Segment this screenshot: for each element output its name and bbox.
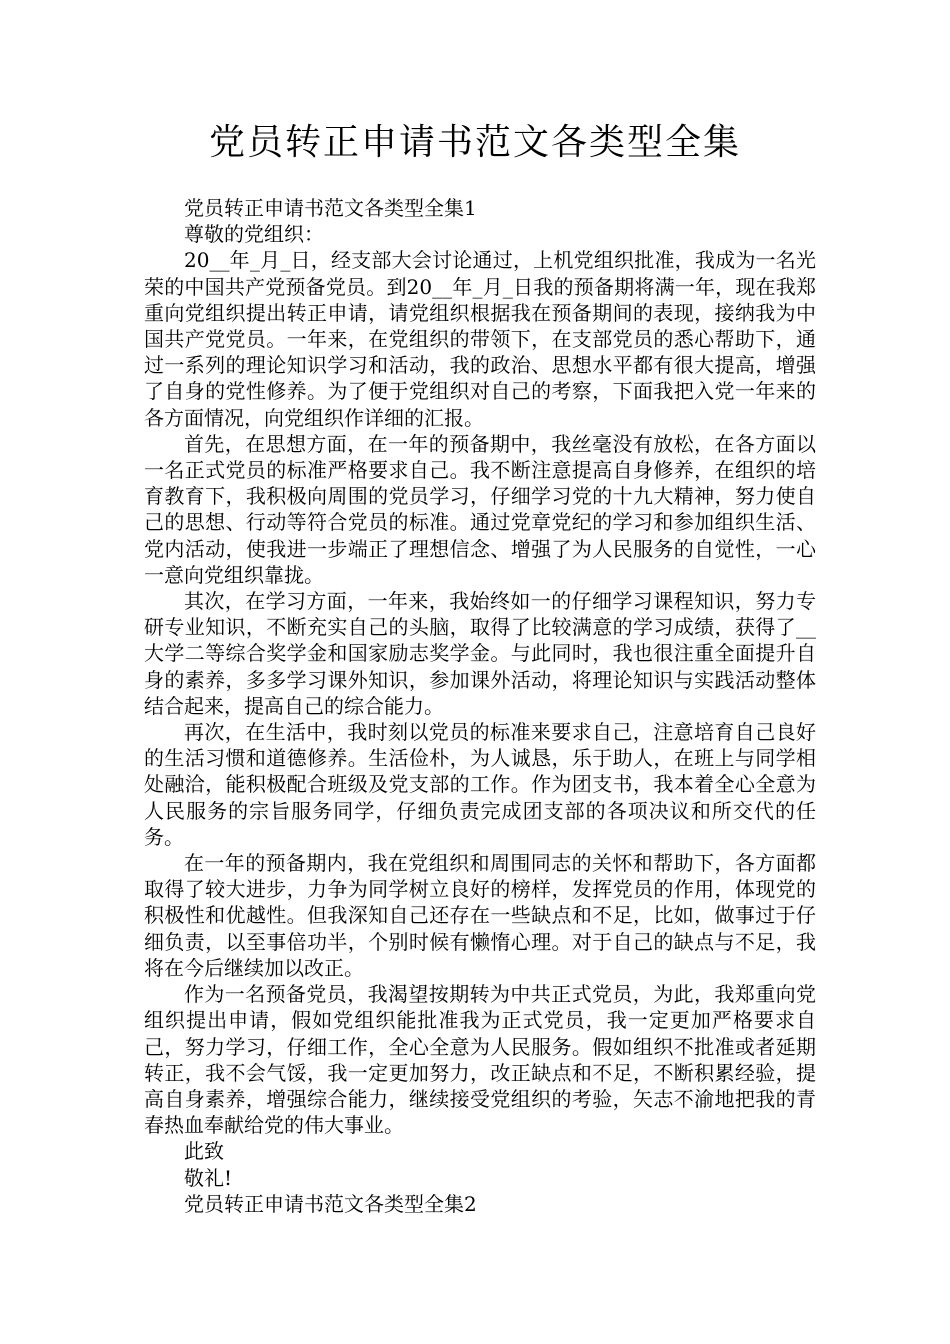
salutation: 尊敬的党组织：: [184, 222, 324, 247]
document-body: [144, 195, 816, 1217]
closing-line-1: 此致: [184, 1139, 224, 1164]
section-heading-2: 党员转正申请书范文各类型全集2: [184, 1191, 477, 1216]
paragraph: 20__年_月_日，经支部大会讨论通过，上机党组织批准，我成为一名光荣的中国共产党预备党员。到20__年_月_日我的预备期将满一年，现在我郑重向党组织提出转正申请，请党组织根据我在预备期间的表现，接纳我为中国共产党党员。一年来，在党组织的带领下，在支部党员的悉心帮助下，通过一系列的理论知识学习和活动，我的政治、思想水平都有很大提高，增强了自身的党性修养。为了便于党组织对自己的考察，下面我把入党一年来的各方面情况，向党组织作详细的汇报。: [144, 248, 816, 430]
section-heading-1: 党员转正申请书范文各类型全集1: [184, 196, 477, 220]
paragraph: 其次，在学习方面，一年来，我始终如一的仔细学习课程知识，努力专研专业知识，不断充实自己的头脑，取得了比较满意的学习成绩，获得了__大学二等综合奖学金和国家励志奖学金。与此同时，我也很注重全面提升自身的素养，多多学习课外知识，参加课外活动，将理论知识与实践活动整体结合起来，提高自己的综合能力。: [144, 589, 816, 718]
paragraph: 再次，在生活中，我时刻以党员的标准来要求自己，注意培育自己良好的生活习惯和道德修养。生活俭朴，为人诚恳，乐于助人，在班上与同学相处融洽，能积极配合班级及党支部的工作。作为团支书，我本着全心全意为人民服务的宗旨服务同学，仔细负责完成团支部的各项决议和所交代的任务。: [144, 720, 816, 849]
document-title: 党员转正申请书范文各类型全集: [208, 122, 741, 163]
paragraph: 在一年的预备期内，我在党组织和周围同志的关怀和帮助下，各方面都取得了较大进步，力争为同学树立良好的榜样，发挥党员的作用，体现党的积极性和优越性。但我深知自己还存在一些缺点和不足，比如，做事过于仔细负责，以至事倍功半，个别时候有懒惰心理。对于自己的缺点与不足，我将在今后继续加以改正。: [144, 851, 816, 980]
paragraph: 首先，在思想方面，在一年的预备期中，我丝毫没有放松，在各方面以一名正式党员的标准严格要求自己。我不断注意提高自身修养，在组织的培育教育下，我积极向周围的党员学习，仔细学习党的十九大精神，努力使自己的思想、行动等符合党员的标准。通过党章党纪的学习和参加组织生活、党内活动，使我进一步端正了理想信念、增强了为人民服务的自觉性，一心一意向党组织靠拢。: [144, 431, 816, 587]
closing-line-2: 敬礼!: [184, 1165, 233, 1190]
paragraph: 作为一名预备党员，我渴望按期转为中共正式党员，为此，我郑重向党组织提出申请，假如党组织能批准我为正式党员，我一定更加严格要求自己，努力学习，仔细工作，全心全意为人民服务。假如组织不批准或者延期转正，我不会气馁，我一定更加努力，改正缺点和不足，不断积累经验，提高自身素养，增强综合能力，继续接受党组织的考验，矢志不渝地把我的青春热血奉献给党的伟大事业。: [144, 982, 816, 1138]
